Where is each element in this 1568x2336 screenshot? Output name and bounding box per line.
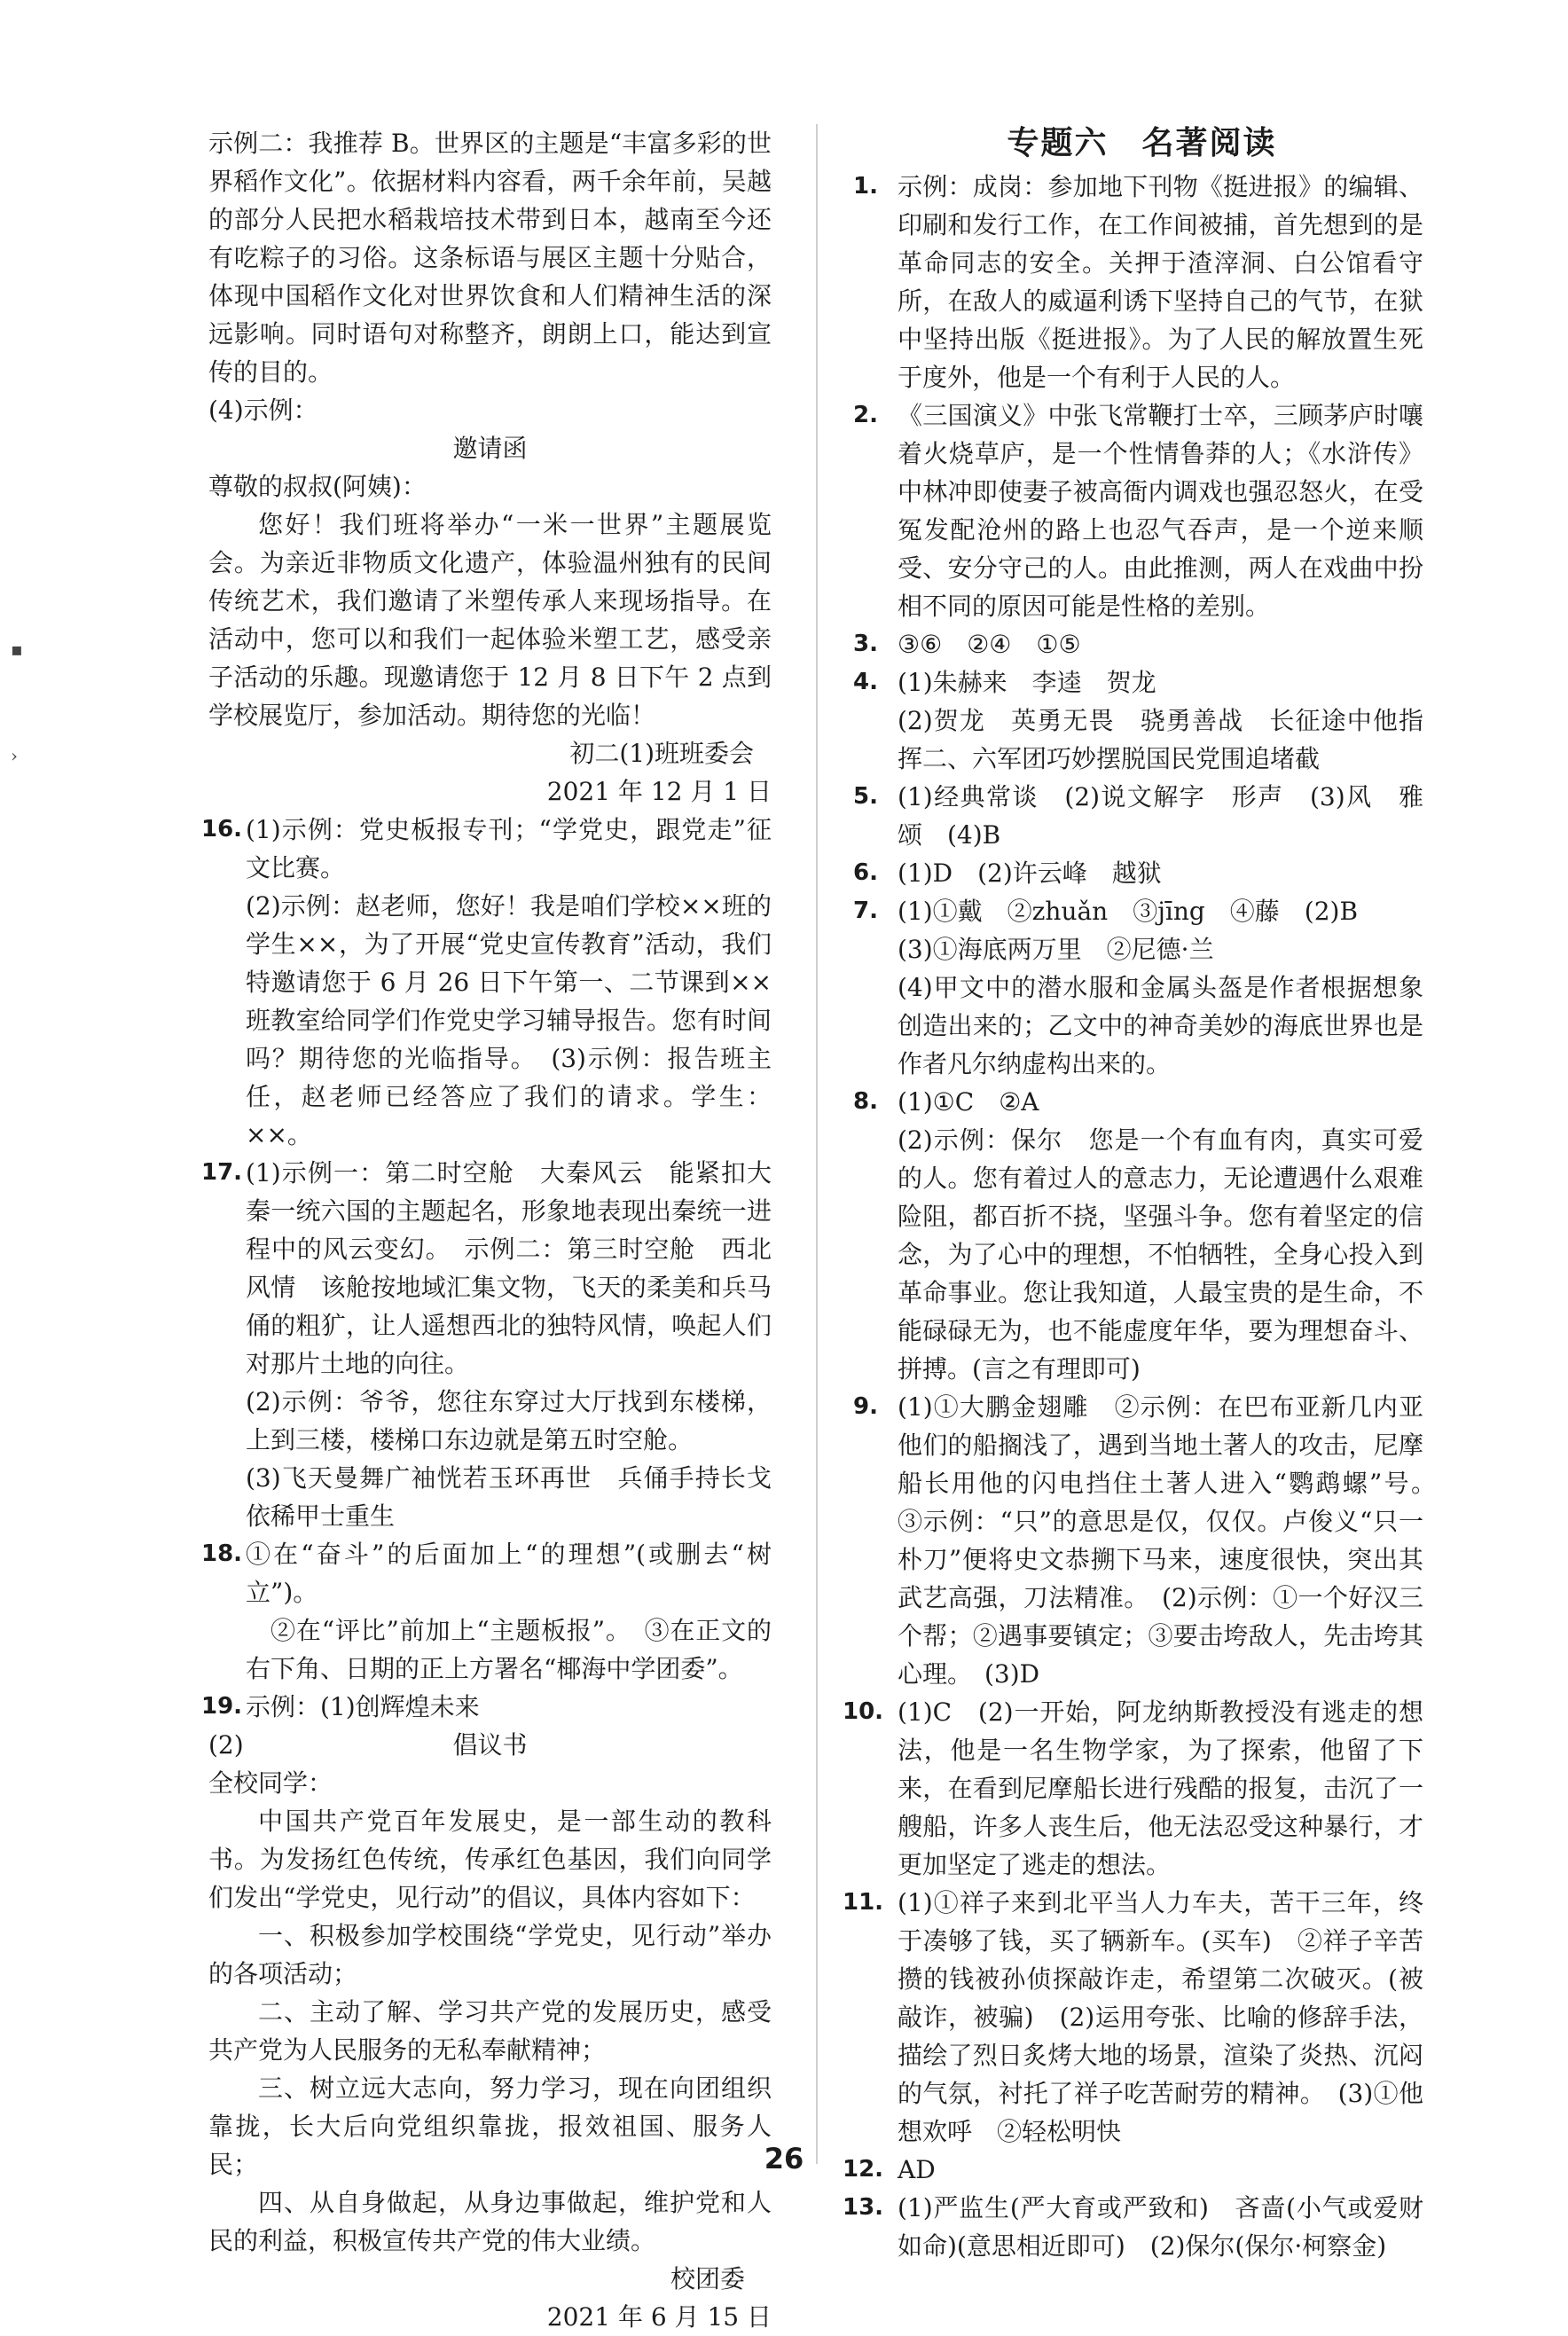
proposal-title: 倡议书 (452, 1730, 528, 1760)
question-3 (853, 625, 1423, 663)
question-11 (843, 1884, 1423, 2151)
question-number: 7. (853, 898, 878, 924)
column-divider (816, 124, 818, 2164)
answer-text: (1)①大鹏金翅雕 ②示例：在巴布亚新几内亚他们的船搁浅了，遇到当地土著人的攻击，尼摩船长用他的闪电挡住土著人进入“鹦鹉螺”号。 ③示例：“只”的意思是仅，仅仅。卢俊义“只一朴刀”便将史文恭搠下马来，速度很快，突出其武艺高强，刀法精准。 (2)示例：①一个好汉三个帮；②遇事要镇定；③要击垮敌人，先击垮其心理。 (3)D (898, 1392, 1449, 1689)
answer-text: 示例：(1)创辉煌未来 (246, 1692, 480, 1721)
answer-text: (1)C (2)一开始，阿龙纳斯教授没有逃走的想法，他是一名生物学家，为了探索，他留了下来，在看到尼摩船长进行残酷的报复，击沉了一艘船，许多人丧生后，他无法忍受这种暴行，才更加坚定了逃走的想法。 (898, 1697, 1423, 1879)
question-number: 11. (843, 1889, 884, 1916)
answer-paragraph: 示例二：我推荐 B。世界区的主题是“丰富多彩的世界稻作文化”。依据材料内容看，两千余年前，吴越的部分人民把水稻栽培技术带到日本，越南至今还有吃粽子的习俗。这条标语与展区主题十分贴合，体现中国稻作文化对世界饮食和人们精神生活的深远影响。同时语句对称整齐，朗朗上口，能达到宣传的目的。 (208, 129, 772, 387)
answer-text: 示例：成岗：参加地下刊物《挺进报》的编辑、印刷和发行工作，在工作间被捕，首先想到的是革命同志的安全。关押于渣滓洞、白公馆看守所，在敌人的威逼利诱下坚持自己的气节，在狱中坚持出版《挺进报》。为了人民的解放置生死于度外，他是一个有利于人民的人。 (898, 172, 1423, 392)
question-number: 8. (853, 1088, 878, 1115)
proposal-body: 四、从自身做起，从身边事做起，维护党和人民的利益，积极宣传共产党的伟大业绩。 (208, 2188, 772, 2255)
proposal-greeting: 全校同学： (208, 1768, 333, 1798)
answer-text: (1)朱赫来 李逵 贺龙 (898, 668, 1156, 697)
answer-text: 《三国演义》中张飞常鞭打士卒，三顾茅庐时嚷着火烧草庐，是一个性情鲁莽的人；《水浒传》中林冲即使妻子被高衙内调戏也强忍怒火，在受冤发配沧州的路上也忍气吞声，是一个逆来顺受、安分守己的人。由此推测，两人在戏曲中扮相不同的原因可能是性格的差别。 (898, 401, 1423, 621)
question-7 (853, 892, 1423, 1083)
question-19 (201, 1688, 772, 1726)
proposal-date: 2021 年 6 月 15 日 (546, 2302, 772, 2332)
question-13 (843, 2189, 1423, 2265)
question-6 (853, 854, 1423, 892)
answer-text: (2)示例：爷爷，您往东穿过大厅找到东楼梯，上到三楼，楼梯口东边就是第五时空舱。 (246, 1387, 772, 1454)
answer-text: ②在“评比”前加上“主题板报”。 ③在正文的右下角、日期的正上方署名“椰海中学团委”。 (246, 1616, 772, 1683)
question-1 (853, 168, 1423, 396)
answer-text: (2)示例：保尔 您是一个有血有肉，真实可爱的人。您有着过人的意志力，无论遭遇什么艰难险阻，都百折不挠，坚强斗争。您有着坚定的信念，为了心中的理想，不怕牺牲，全身心投入到革命事业。您让我知道，人最宝贵的是生命，不能碌碌无为，也不能虚度年华，要为理想奋斗、拼搏。(言之有理即可) (898, 1125, 1423, 1384)
question-number: 4. (853, 669, 878, 695)
question-4 (853, 663, 1423, 778)
question-number: 10. (843, 1698, 884, 1725)
question-10 (843, 1693, 1423, 1884)
question-number: 6. (853, 859, 878, 886)
section-title: 专题六 名著阅读 (1007, 125, 1277, 161)
question-18 (201, 1535, 772, 1688)
question-2 (853, 396, 1423, 625)
answer-text: (4)甲文中的潜水服和金属头盔是作者根据想象创造出来的；乙文中的神奇美妙的海底世界也是作者凡尔纳虚构出来的。 (898, 973, 1423, 1078)
page-number: 26 (764, 2142, 804, 2175)
proposal-body: 中国共产党百年发展史，是一部生动的教科书。为发扬红色传统，传承红色基因，我们向同学们发出“学党史，见行动”的倡议，具体内容如下： (208, 1807, 772, 1912)
proposal-body: 三、树立远大志向，努力学习，现在向团组织靠拢，长大后向党组织靠拢，报效祖国、服务人民； (208, 2073, 772, 2179)
proposal-heading (208, 1726, 772, 1764)
letter-title: 邀请函 (452, 434, 528, 463)
answer-text: (1)严监生(严大育或严致和) 吝啬(小气或爱财如命)(意思相近即可) (2)保尔(保尔·柯察金) (898, 2193, 1423, 2261)
right-column (843, 124, 1449, 2265)
answer-text: (1)D (2)许云峰 越狱 (898, 858, 1162, 888)
letter-greeting: 尊敬的叔叔(阿姨)： (208, 472, 427, 501)
question-number: 3. (853, 631, 878, 657)
question-number: 18. (201, 1540, 243, 1567)
margin-mark: › (11, 745, 18, 766)
answer-text: ①在“奋斗”的后面加上“的理想”(或删去“树立”)。 (246, 1540, 772, 1607)
question-9 (853, 1388, 1449, 1693)
question-number: 17. (201, 1159, 243, 1186)
answer-text: (1)①戴 ②zhuǎn ③jīng ④藤 (2)B (898, 897, 1359, 926)
question-number: 2. (853, 402, 878, 428)
answer-text: (1)示例一：第二时空舱 大秦风云 能紧扣大秦一统六国的主题起名，形象地表现出秦统一进程中的风云变幻。 示例二：第三时空舱 西北风情 该舱按地域汇集文物，飞天的柔美和兵马俑的粗犷，让人遥想西北的独特风情，唤起人们对那片土地的向往。 (246, 1158, 772, 1378)
question-number: 12. (843, 2156, 884, 2183)
answer-text: (1)示例：党史板报专刊；“学党史，跟党走”征文比赛。 (246, 815, 772, 882)
letter-signature: 初二(1)班班委会 (569, 739, 754, 768)
answer-text: (3)①海底两万里 ②尼德·兰 (898, 935, 1214, 964)
answer-text: (1)①C ②A (898, 1087, 1039, 1117)
left-column (201, 124, 772, 2336)
answer-text: (2)贺龙 英勇无畏 骁勇善战 长征途中他指挥二、六军团巧妙摆脱国民党围追堵截 (898, 706, 1423, 773)
margin-mark: ▪ (11, 639, 23, 660)
question-number: 13. (843, 2194, 884, 2221)
proposal-body: 一、积极参加学校围绕“学党史，见行动”举办的各项活动； (208, 1921, 772, 1988)
answer-text: ③⑥ ②④ ①⑤ (898, 630, 1081, 659)
letter-date: 2021 年 12 月 1 日 (546, 777, 772, 806)
question-17 (201, 1154, 772, 1535)
question-number: 19. (201, 1693, 243, 1720)
answer-text: (3)飞天曼舞广袖恍若玉环再世 兵俑手持长戈依稀甲士重生 (246, 1463, 772, 1531)
proposal-signature: 校团委 (670, 2264, 745, 2293)
answer-text: (1)①祥子来到北平当人力车夫，苦干三年，终于凑够了钱，买了辆新车。(买车) ②祥子辛苦攒的钱被孙侦探敲诈走，希望第二次破灭。(被敲诈，被骗) (2)运用夸张、比喻的修辞手法，描绘了烈日炙烤大地的场景，渲染了炎热、沉闷的气氛，衬托了祥子吃苦耐劳的精神。 (3)①他想欢呼 ②轻松明快 (898, 1888, 1423, 2146)
question-number: 1. (853, 173, 878, 200)
letter-body: 您好！我们班将举办“一米一世界”主题展览会。为亲近非物质文化遗产，体验温州独有的民间传统艺术，我们邀请了米塑传承人来现场指导。在活动中，您可以和我们一起体验米塑工艺，感受亲子活动的乐趣。现邀请您于 12 月 8 日下午 2 点到学校展览厅，参加活动。期待您的光临！ (208, 510, 772, 730)
question-16 (201, 811, 772, 1154)
proposal-body: 二、主动了解、学习共产党的发展历史，感受共产党为人民服务的无私奉献精神； (208, 1997, 772, 2065)
question-number: 9. (853, 1393, 878, 1420)
question-5 (853, 778, 1449, 854)
answer-paragraph: (4)示例： (208, 396, 318, 425)
answer-text: (2)示例：赵老师，您好！我是咱们学校××班的学生××，为了开展“党史宣传教育”活动，我们特邀请您于 6 月 26 日下午第一、二节课到××班教室给同学们作党史学习辅导报告。您有时间吗？期待您的光临指导。 (3)示例：报告班主任，赵老师已经答应了我们的请求。学生：××。 (246, 891, 772, 1149)
question-number: 16. (201, 816, 243, 843)
question-8 (853, 1083, 1423, 1388)
answer-text: AD (898, 2155, 936, 2184)
question-number: 5. (853, 783, 878, 810)
proposal-label: (2) (208, 1730, 244, 1760)
answer-text: (1)经典常谈 (2)说文解字 形声 (3)风 雅 颂 (4)B (898, 782, 1449, 850)
